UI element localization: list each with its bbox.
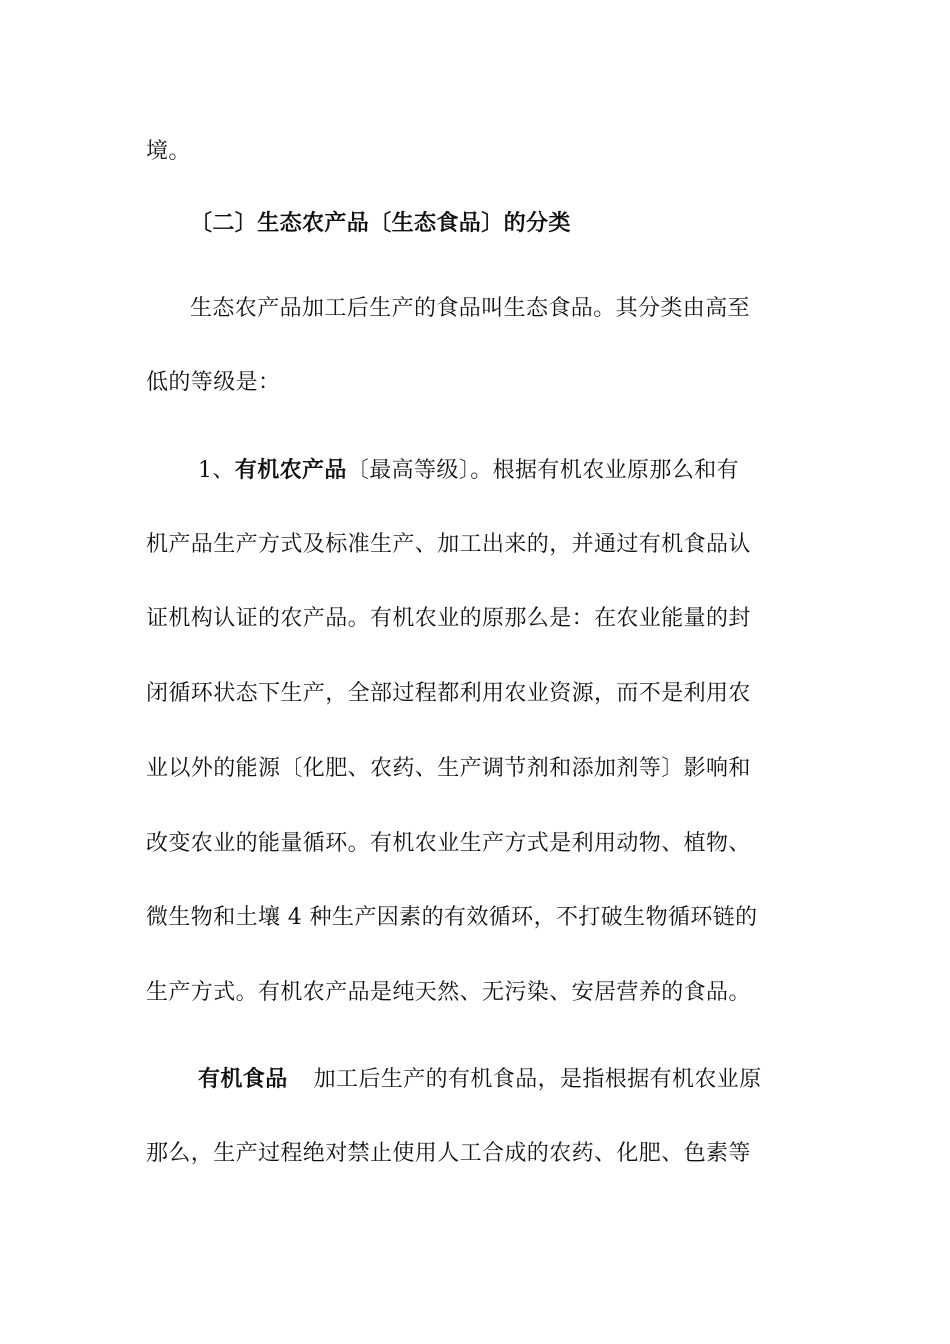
list-item-line: [198, 455, 858, 486]
paragraph-line: [198, 1064, 858, 1095]
paragraph-line: [146, 137, 806, 167]
paragraph-line: [146, 978, 806, 1008]
text: 生态农产品加工后生产的食品叫生态食品。其分类由高至: [190, 296, 751, 321]
term-bold: 有机农产品: [234, 457, 347, 483]
section-heading: [190, 208, 850, 238]
text: 微生物和土壤 4 种生产因素的有效循环，不打破生物循环链的: [146, 905, 758, 930]
text: 改变农业的能量循环。有机农业生产方式是利用动物、植物、: [146, 831, 751, 856]
heading-text: 〔二〕生态农产品〔生态食品〕的分类: [190, 210, 571, 236]
text: 境。: [146, 139, 191, 164]
text: 〔最高等级〕。根据有机农业原那么和有: [346, 458, 740, 483]
text: 闭循环状态下生产，全部过程都利用农业资源，而不是利用农: [146, 681, 751, 706]
term-bold: 有机食品: [198, 1066, 288, 1092]
list-number: 1、: [198, 458, 235, 483]
text: 低的等级是：: [146, 370, 281, 395]
paragraph-line: [146, 679, 806, 709]
paragraph-line: [146, 368, 806, 398]
text: 证机构认证的农产品。有机农业的原那么是：在农业能量的封: [146, 606, 751, 631]
text: 机产品生产方式及标准生产、加工出来的，并通过有机食品认: [146, 532, 751, 557]
paragraph-line: [146, 903, 806, 933]
paragraph-line: [146, 604, 806, 634]
paragraph-line: [190, 294, 850, 324]
paragraph-line: [146, 530, 806, 560]
text: 加工后生产的有机食品，是指根据有机农业原: [313, 1067, 762, 1092]
text: 那么，生产过程绝对禁止使用人工合成的农药、化肥、色素等: [146, 1141, 751, 1166]
paragraph-line: [146, 829, 806, 859]
text: 业以外的能源〔化肥、农药、生产调节剂和添加剂等〕影响和: [146, 756, 751, 781]
paragraph-line: [146, 1139, 806, 1169]
text: 生产方式。有机农产品是纯天然、无污染、安居营养的食品。: [146, 980, 751, 1005]
paragraph-line: [146, 754, 806, 784]
